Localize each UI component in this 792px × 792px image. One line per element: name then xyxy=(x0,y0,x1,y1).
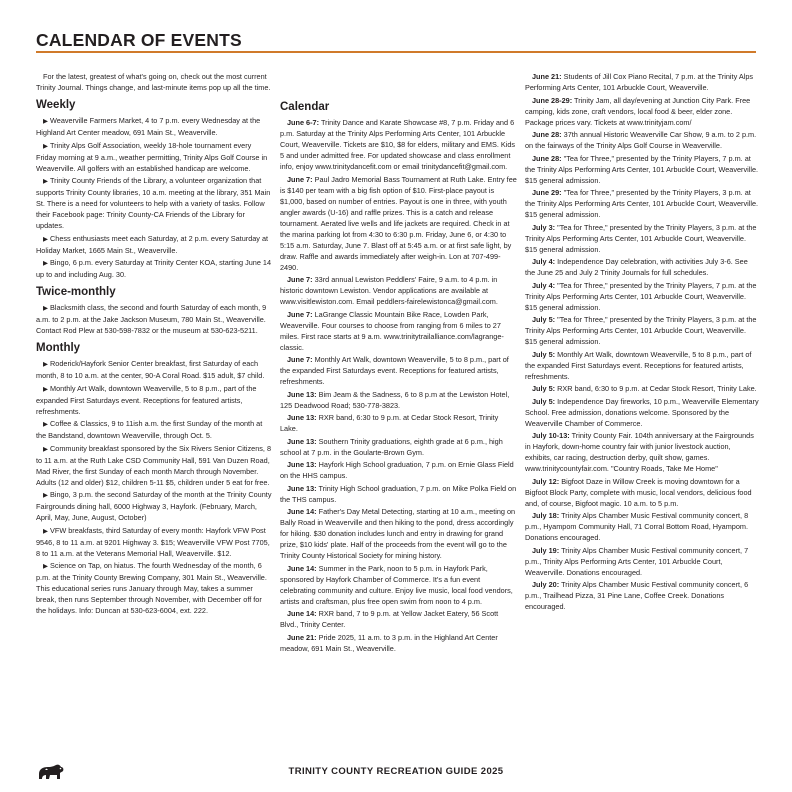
calendar-entry-date: June 13: xyxy=(287,460,317,469)
calendar-entry-text: Pride 2025, 11 a.m. to 3 p.m. in the Highland Art Center meadow, 691 Main St., Weaverville. xyxy=(280,632,498,653)
calendar-entry xyxy=(280,632,517,654)
calendar-entry-date: June 21: xyxy=(532,72,562,81)
calendar-entry xyxy=(525,153,759,186)
calendar-entry-text: Trinity High School graduation, 7 p.m. on Mike Polka Field on the THS campus. xyxy=(280,483,517,504)
calendar-entry-text: Bigfoot Daze in Willow Creek is moving downtown for a Bigfoot Block Party, complete with music, local vendors, delicious food and, of course, Bigfoot magic. 10 a.m. to 5 p.m. xyxy=(525,476,752,508)
column-1 xyxy=(36,71,273,618)
calendar-entry-date: July 5: xyxy=(532,349,556,359)
calendar-entry xyxy=(280,483,517,505)
list-item: ▶ Community breakfast sponsored by the Six Rivers Senior Citizens, 8 to 11 a.m. at the Ruth Lake CSD Community Hall, 591 Van Duzen Road, Mad River, the first Sunday of each month March through November. Adults (12 and older) $12, children 5-11 $5, children under 5 eat for free. xyxy=(36,443,272,487)
calendar-entry xyxy=(525,222,759,255)
bullet-triangle-icon: ▶ xyxy=(43,235,48,243)
calendar-entry-date: July 10-13: xyxy=(532,431,570,440)
section-heading-monthly: Monthly xyxy=(36,342,81,354)
section-heading-twice-monthly: Twice-monthly xyxy=(36,286,116,298)
calendar-entry xyxy=(280,563,517,607)
list-item: ▶ Roderick/Hayfork Senior Center breakfast, first Saturday of each month, 8 to 10 a.m. at the center, 90-A Coral Road. $15 adult, $7 child. xyxy=(36,359,265,380)
list-item: ▶ Weaverville Farmers Market, 4 to 7 p.m. every Wednesday at the Highland Art Center meadow, 691 Main St., Weaverville. xyxy=(36,116,261,137)
calendar-entry xyxy=(280,436,517,458)
calendar-entry xyxy=(525,71,759,93)
calendar-entry xyxy=(280,506,517,561)
calendar-entry xyxy=(280,309,517,353)
list-item: ▶ Monthly Art Walk, downtown Weaverville, 5 to 8 p.m., part of the expanded First Saturdays event. Receptions for featured artists, refreshments. xyxy=(36,383,257,416)
footer-title: TRINITY COUNTY RECREATION GUIDE 2025 xyxy=(288,766,504,777)
calendar-entry-text: Hayfork High School graduation, 7 p.m. on Ernie Glass Field on the HHS campus. xyxy=(280,460,514,480)
calendar-entry-text: "Tea for Three," presented by the Trinity Players, 7 p.m. at the Trinity Alps Performing Arts Center, 101 Arbuckle Court, Weaverville. $15 general admission. xyxy=(525,280,757,312)
calendar-entry-date: June 29: xyxy=(532,188,562,197)
calendar-entry-text: RXR band, 6:30 to 9 p.m. at Cedar Stock Resort, Trinity Lake. xyxy=(280,413,499,433)
list-item: ▶ VFW breakfasts, third Saturday of every month: Hayfork VFW Post 9546, 8 to 11 a.m. at 9201 Highway 3. $15; Weaverville VFW Post 7705, 8 to 11 a.m. at the Veterans Memorial Hall, Weaverville. $12. xyxy=(36,525,270,558)
title-divider xyxy=(36,51,756,53)
calendar-entry-text: Father's Day Metal Detecting, starting at 10 a.m., meeting on Bally Road in Weaverville and then hiking to the pond, dress accordingly for hiking. $30 donation includes lunch and entry in drawing for grand prize, $10 kids' plate. Half of the proceeds from the event will go to the Trinity County Historical Society for mining history. xyxy=(280,507,516,560)
calendar-entry xyxy=(525,430,759,474)
calendar-entry-date: June 28-29: xyxy=(532,95,573,105)
calendar-entry-text: "Tea for Three," presented by the Trinity Players, 3 p.m. at the Trinity Alps Performing Arts Center, 101 Arbuckle Court, Weaverville. $15 general admission. xyxy=(525,222,757,254)
calendar-entry xyxy=(525,129,759,151)
calendar-entry xyxy=(280,412,517,434)
list-item: ▶ Trinity Alps Golf Association, weekly 18-hole tournament every Friday morning at 9 a.m., weather permitting, Trinity Alps Golf Course in Weaverville. All golfers with an established handicap are welcome. xyxy=(36,140,268,173)
calendar-entry-date: June 13: xyxy=(287,413,317,422)
calendar-entry xyxy=(525,579,759,612)
list-item: ▶ Science on Tap, on hiatus. The fourth Wednesday of the month, 6 p.m. at the Trinity County Brewing Company, 301 Main St., Weaverville. This educational series runs January through May, takes a summer break, then runs September through November, with December off for the holidays. Info: Duncan at 530-623-6004, ext. 222. xyxy=(36,561,267,615)
list-item: ▶ Chess enthusiasts meet each Saturday, at 2 p.m. every Saturday at Holiday Market, 1665 Main St., Weaverville. xyxy=(36,233,269,255)
calendar-entry-date: July 4: xyxy=(532,257,556,266)
list-item: ▶ Bingo, 3 p.m. the second Saturday of the month at the Trinity County Fairgrounds dining hall, 6000 Highway 3, Hayfork. (February, March, April, May, June, August, October) xyxy=(36,490,272,522)
calendar-entry-date: June 14: xyxy=(287,507,317,516)
calendar-entry-text: Trinity Alps Chamber Music Festival community concert, 8 p.m., Hyampom Community Hall, 71 Corral Bottom Road, Hyampom. Donations encouraged. xyxy=(525,511,749,542)
calendar-entry xyxy=(525,545,759,578)
calendar-entry xyxy=(525,510,759,543)
calendar-entry-date: July 4: xyxy=(532,280,556,290)
calendar-entry-text: Independence Day celebration, with activities July 3-6. See the June 25 and July 2 Trinity Journals for full schedules. xyxy=(525,257,748,277)
calendar-entry-date: June 7: xyxy=(287,275,313,284)
calendar-entry xyxy=(525,256,759,278)
bullet-triangle-icon: ▶ xyxy=(43,563,48,570)
calendar-entry-date: July 12: xyxy=(532,476,560,486)
list-item: ▶ Coffee & Classics, 9 to 11ish a.m. the first Sunday of the month at the Bandstand, downtown Weaverville, through Oct. 5. xyxy=(36,419,263,440)
calendar-entry-text: Independence Day fireworks, 10 p.m., Weaverville Elementary School. Free admission, donations welcome. Sponsored by the Weaverville Chamber of Commerce. xyxy=(525,396,759,428)
list-item: ▶ Trinity County Friends of the Library, a volunteer organization that supports Trinity County libraries, 10 a.m. meeting at the library, 351 Main St. There is a need for volunteers to help with a variety of tasks. Follow their Facebook page: Trinity County-CA Friends of the Library for updates. xyxy=(36,176,271,230)
bullet-triangle-icon: ▶ xyxy=(43,305,48,312)
calendar-entry-text: Trinity Alps Chamber Music Festival community concert, 7 p.m., Trinity Alps Performing Arts Center, 101 Arbuckle Court, Weaverville. Donations encouraged. xyxy=(525,545,749,577)
calendar-entry-text: Monthly Art Walk, downtown Weaverville, 5 to 8 p.m., part of the expanded First Saturdays event. Receptions for featured artists, refreshments. xyxy=(280,355,509,386)
calendar-entry-date: June 13: xyxy=(287,436,317,446)
calendar-entry-text: Paul Jadro Memorial Bass Tournament at Ruth Lake. Entry fee is $140 per team with a big fish option of $10. First-place payout is $1,000, based on number of entries. Payout is one in three, with youth angler awards (U-16) and raffle prizes. This is a catch and release tournament. Aerated live wells and life jackets are required. Check in at the marina parking lot from 4:30 to 6:30 p.m. Friday, June 6, or 4:30 to 5:15 a.m. Saturday, June 7. Blast off at 5:45 a.m. or at first safe light, by draw. Raffle and awards immediately after weigh-in. Lon at 707-499-2490. xyxy=(280,174,517,272)
intro-paragraph: For the latest, greatest of what's going on, check out the most current Trinity Journal. Things change, and last-minute items pop up all the time. xyxy=(36,72,271,92)
calendar-entry-text: LaGrange Classic Mountain Bike Race, Lowden Park, Weaverville. Four courses to choose from ranging from 6 miles to 27 miles. First race starts at 9 a.m. www.trinitytrailalliance.com/lagrange-classic. xyxy=(280,309,504,352)
calendar-entry-date: June 28: xyxy=(532,153,562,163)
calendar-entry xyxy=(525,314,759,347)
bullet-triangle-icon: ▶ xyxy=(43,142,48,150)
calendar-entry xyxy=(525,383,759,394)
calendar-entry-date: June 7: xyxy=(287,174,313,184)
section-heading-weekly: Weekly xyxy=(36,99,76,111)
bullet-triangle-icon: ▶ xyxy=(43,178,48,185)
calendar-entry xyxy=(525,476,759,509)
calendar-entry-date: June 7: xyxy=(287,355,313,364)
calendar-entry-date: June 21: xyxy=(287,632,317,642)
calendar-entry-text: Trinity Jam, all day/evening at Junction City Park. Free camping, kids zone, craft vendors, local food & beer, elder zone. Package prices vary. Tickets at www.trinityjam.com/ xyxy=(525,95,751,127)
calendar-entry-text: 33rd annual Lewiston Peddlers' Faire, 9 a.m. to 4 p.m. in historic downtown Lewiston. Vendor applications are available at www.visitlewiston.com. Email peddlers-fairelewistonca@gmail.com. xyxy=(280,275,498,306)
calendar-entry-text: Trinity Dance and Karate Showcase #8, 7 p.m. Friday and 6 p.m. Saturday at the Trinity Alps Performing Arts Center, 101 Arbuckle Court, Weaverville. Tickets are $10, $8 for elders, military and EMS. Kids 5 and under admitted free. For updated showcase and class enrollment info, enjoy www.trinitydancefit.com or email trinitydancefit@gmail.com. xyxy=(280,118,516,171)
calendar-entry-text: Students of Jill Cox Piano Recital, 7 p.m. at the Trinity Alps Performing Arts Center, 101 Arbuckle Court, Weaverville. xyxy=(525,72,754,92)
calendar-entry-text: RXR band, 7 to 9 p.m. at Yellow Jacket Eatery, 56 Scott Blvd., Trinity Center. xyxy=(280,609,499,629)
calendar-entry-date: June 13: xyxy=(287,389,317,399)
calendar-entry-text: Summer in the Park, noon to 5 p.m. in Hayfork Park, sponsored by Hayfork Chamber of Commerce. It's a fun event celebrating community and culture. Enjoy live music, local food vendors, artists and craftsman, plus free open swim from noon to 4 p.m. xyxy=(280,563,513,606)
calendar-entry-text: "Tea for Three," presented by the Trinity Players, 7 p.m. at the Trinity Alps Performing Arts Center, 101 Arbuckle Court, Weaverville. $15 general admission. xyxy=(525,153,759,185)
bullet-triangle-icon: ▶ xyxy=(43,445,48,453)
calendar-entry xyxy=(525,349,759,382)
page-title: CALENDAR OF EVENTS xyxy=(36,30,242,50)
bullet-triangle-icon: ▶ xyxy=(43,527,48,535)
bullet-triangle-icon: ▶ xyxy=(43,260,48,267)
calendar-entry-text: 37th annual Historic Weaverville Car Show, 9 a.m. to 2 p.m. on the fairways of the Trinity Alps Golf Course in Weaverville. xyxy=(525,130,757,150)
bullet-triangle-icon: ▶ xyxy=(43,421,48,428)
calendar-entry xyxy=(280,117,517,172)
calendar-entry-text: RXR band, 6:30 to 9 p.m. at Cedar Stock Resort, Trinity Lake. xyxy=(555,384,757,393)
section-heading-calendar: Calendar xyxy=(280,101,330,113)
column-2 xyxy=(280,71,517,655)
calendar-entry-text: Trinity County Fair. 104th anniversary at the Fairgrounds in Hayfork, down-home country fair with junior livestock auction, exhibits, car racing, destruction derby, quilt show, games. www.trinitycountyfair.com. "Country Roads, Take Me Home" xyxy=(525,431,754,473)
list-item: ▶ Bingo, 6 p.m. every Saturday at Trinity Center KOA, starting June 14 up to and including Aug. 30. xyxy=(36,258,272,279)
calendar-entry-date: June 14: xyxy=(287,563,317,573)
calendar-entry xyxy=(280,354,517,387)
calendar-entry-date: June 14: xyxy=(287,609,317,618)
calendar-entry xyxy=(280,389,517,411)
calendar-entry-date: July 18: xyxy=(532,511,560,520)
calendar-entry-date: July 5: xyxy=(532,396,556,406)
calendar-entry xyxy=(525,280,759,313)
calendar-entry-text: "Tea for Three," presented by the Trinity Players, 3 p.m. at the Trinity Alps Performing Arts Center, 101 Arbuckle Court, Weaverville. $15 general admission. xyxy=(525,188,759,219)
calendar-entry-date: June 13: xyxy=(287,483,317,493)
calendar-entry-date: July 20: xyxy=(532,580,560,589)
calendar-entry-text: Monthly Art Walk, downtown Weaverville, 5 to 8 p.m., part of the expanded First Saturdays event. Receptions for featured artists, refreshments. xyxy=(525,349,752,381)
calendar-entry-date: June 7: xyxy=(287,309,313,319)
calendar-entry xyxy=(280,274,517,307)
calendar-entry xyxy=(280,459,517,481)
calendar-entry-date: July 5: xyxy=(532,315,556,324)
bullet-triangle-icon: ▶ xyxy=(43,492,48,499)
calendar-entry-date: July 19: xyxy=(532,545,560,555)
calendar-entry-text: Bim Jeam & the Sadness, 6 to 8 p.m at the Lewiston Hotel, 125 Deadwood Road; 530-778-3823. xyxy=(280,389,510,410)
calendar-entry-date: July 3: xyxy=(532,222,556,232)
column-3 xyxy=(525,71,759,614)
calendar-entry-date: June 28: xyxy=(532,130,562,139)
calendar-entry xyxy=(280,608,517,630)
calendar-entry xyxy=(525,187,759,220)
list-item: ▶ Blacksmith class, the second and fourth Saturday of each month, 9 a.m. to 2 p.m. at the Jake Jackson Museum, 780 Main St., Weaverville. Contact Rod Plew at 530-598-7832 or the museum at 530-623-5211. xyxy=(36,303,267,335)
calendar-entry xyxy=(280,174,517,273)
bullet-triangle-icon: ▶ xyxy=(43,385,48,393)
calendar-entry-date: June 6-7: xyxy=(287,118,320,127)
calendar-entry-text: Trinity Alps Chamber Music Festival community concert, 6 p.m., Trailhead Pizza, 31 Pine Lane, Coffee Creek. Donations encouraged. xyxy=(525,580,749,611)
calendar-entry xyxy=(525,95,759,128)
calendar-entry xyxy=(525,396,759,429)
calendar-entry-text: "Tea for Three," presented by the Trinity Players, 3 p.m. at the Trinity Alps Performing Arts Center, 101 Arbuckle Court, Weaverville. $15 general admission. xyxy=(525,315,757,346)
calendar-entry-date: July 5: xyxy=(532,384,556,393)
calendar-entry-text: Southern Trinity graduations, eighth grade at 6 p.m., high school at 7 p.m. in the Goularte-Brown Gym. xyxy=(280,436,503,457)
bullet-triangle-icon: ▶ xyxy=(43,361,48,368)
bullet-triangle-icon: ▶ xyxy=(43,118,48,125)
